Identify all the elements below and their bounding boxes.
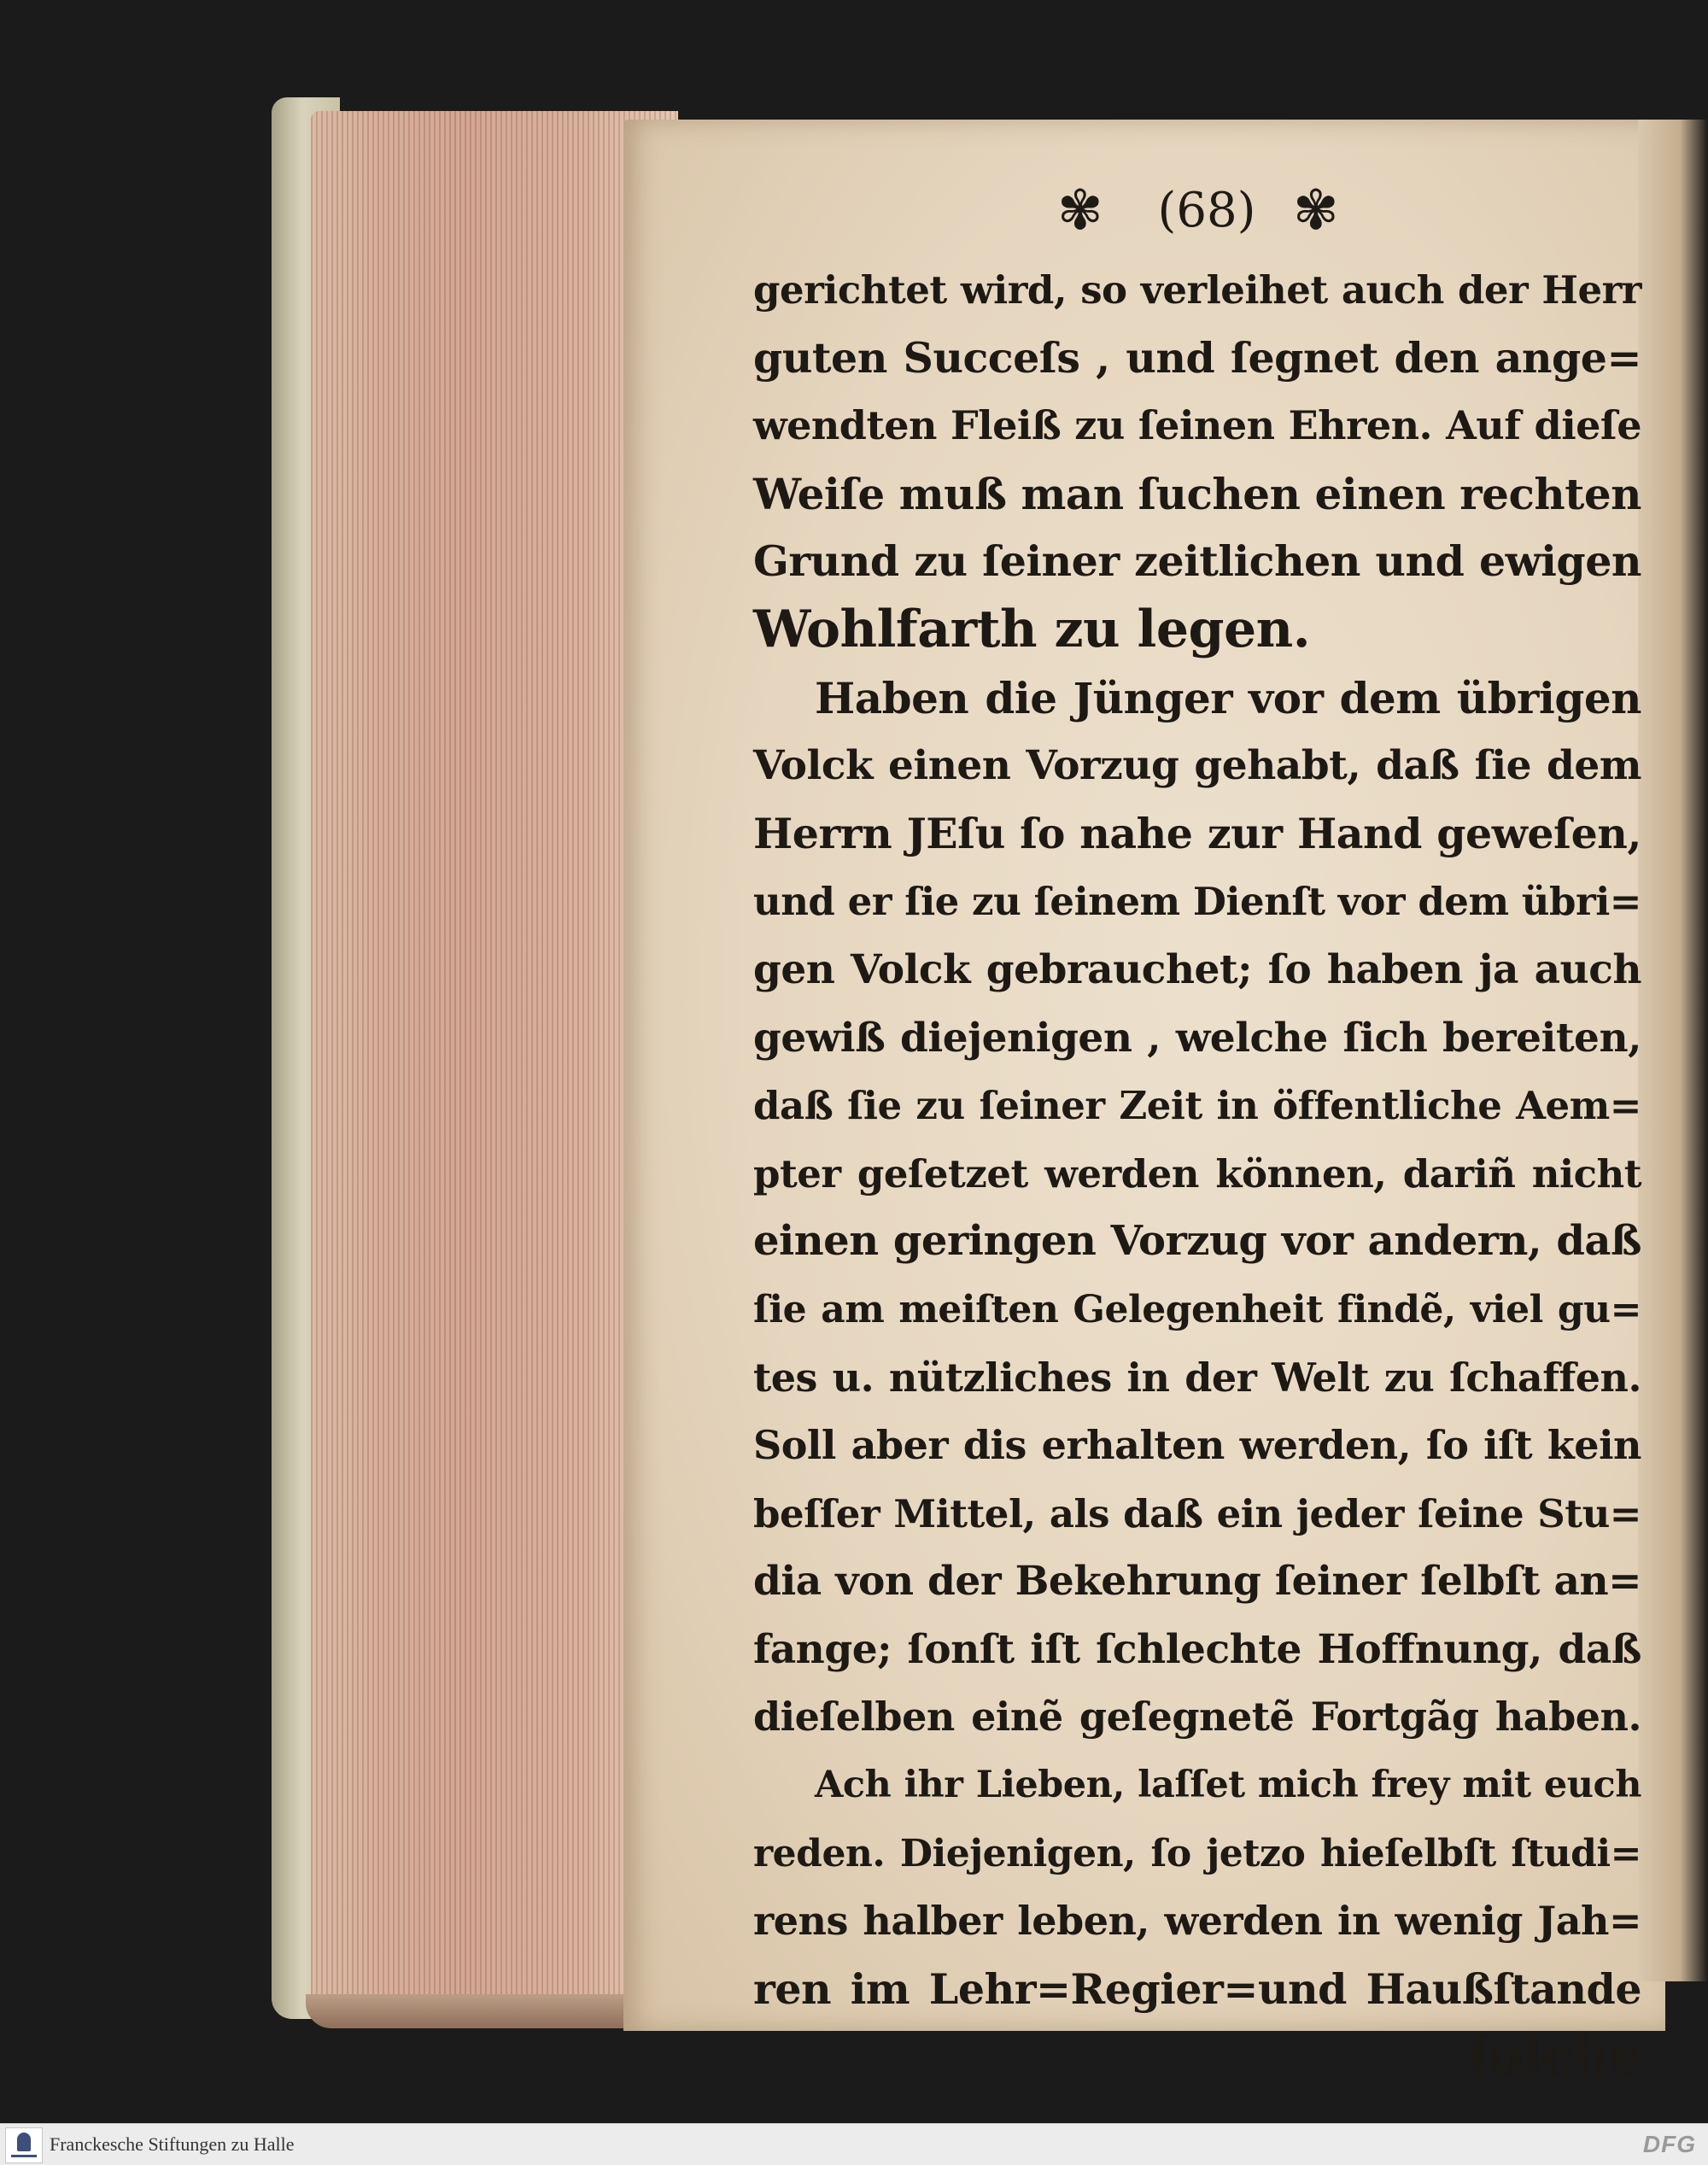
text-line: gewiß diejenigen , welche ſich bereiten, xyxy=(753,1014,1641,1062)
page-header xyxy=(801,181,1382,241)
text-line: dia von der Bekehrung ſeiner ſelbſt an= xyxy=(753,1558,1641,1606)
text-line: pter geſetzet werden können, dariñ nicht xyxy=(753,1150,1641,1197)
page-gutter xyxy=(1638,120,1708,1981)
dfg-logo: DFG xyxy=(1642,2131,1696,2157)
text-line: Weiſe muß man ſuchen einen rechten xyxy=(753,468,1641,519)
text-line: Ach ihr Lieben, laſſet mich frey mit euch xyxy=(815,1764,1641,1807)
text-line: rens halber leben, werden in wenig Jah= xyxy=(753,1898,1641,1945)
text-line: gerichtet wird, so verleihet auch der Herr xyxy=(753,267,1641,313)
institution-logo-icon xyxy=(5,2127,43,2163)
text-line: daß ſie zu ſeiner Zeit in öffentliche Aem= xyxy=(753,1083,1641,1129)
text-line: ren im Lehr=Regier=und Haußſtande xyxy=(753,1963,1641,2014)
text-line: guten Succeſs , und ſegnet den ange= xyxy=(753,332,1641,383)
text-line: wendten Fleiß zu ſeinen Ehren. Auf dieſe xyxy=(753,402,1641,449)
text-line: ſie am meiſten Gelegenheit findẽ, viel gu= xyxy=(753,1287,1641,1331)
page-text xyxy=(753,256,1641,2092)
text-line: beſſer Mittel, als daß ein jeder ſeine Stu= xyxy=(753,1490,1641,1536)
institution-name: Franckesche Stiftungen zu Halle xyxy=(50,2133,295,2155)
text-line: Soll aber dis erhalten werden, ſo iſt kein xyxy=(753,1422,1641,1469)
text-line: Haben die Jünger vor dem übrigen xyxy=(815,672,1641,723)
text-line: einen geringen Vorzug vor andern, daß xyxy=(753,1217,1641,1266)
text-line: gen Volck gebrauchet; ſo haben ja auch xyxy=(753,945,1641,993)
text-line: tes u. nützliches in der Welt zu ſchaffen. xyxy=(753,1354,1641,1401)
text-line: Grund zu ſeiner zeitlichen und ewigen xyxy=(753,536,1641,587)
text-line: Wohlfarth zu legen. xyxy=(753,599,1311,659)
catchword: ſolche xyxy=(1467,2027,1641,2087)
text-line: Volck einen Vorzug gehabt, daß ſie dem xyxy=(753,742,1641,790)
page-number: (68) xyxy=(1157,183,1256,238)
text-line: dieſelben einẽ geſegnetẽ Fortgãg haben. xyxy=(753,1694,1641,1741)
text-line: Herrn JEſu ſo nahe zur Hand geweſen, xyxy=(753,808,1641,858)
text-line: reden. Diejenigen, ſo jetzo hieſelbſt ſtudi= xyxy=(753,1831,1641,1875)
viewer-footer xyxy=(0,2123,1708,2165)
flower-ornament-icon: ✾ xyxy=(1293,179,1339,243)
text-line: und er ſie zu ſeinem Dienſt vor dem übri= xyxy=(753,879,1641,925)
flower-ornament-icon: ✾ xyxy=(1057,179,1103,243)
text-line: fange; ſonſt iſt ſchlechte Hoffnung, daß xyxy=(753,1625,1641,1673)
